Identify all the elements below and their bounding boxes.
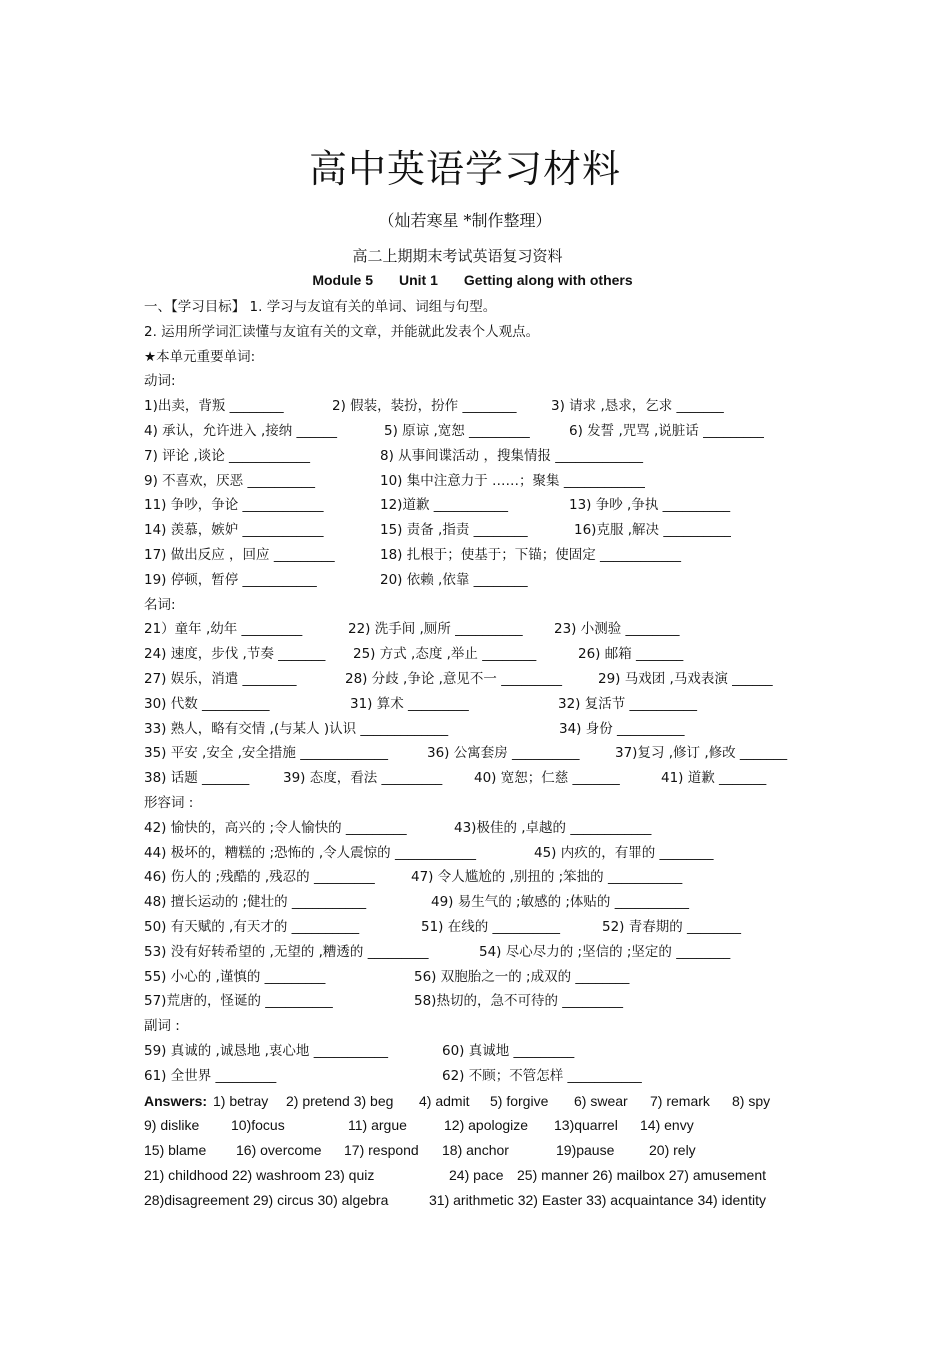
- line-item: 26) 邮箱 _______: [578, 646, 684, 663]
- answer-item: 13)quarrel: [554, 1117, 618, 1134]
- line-item: 62) 不顾；不管怎样 ___________: [442, 1067, 642, 1084]
- line-item: 名词:: [144, 596, 176, 613]
- line-item: 6) 发誓 ,咒骂 ,说脏话 _________: [569, 422, 764, 439]
- answer-item: 12) apologize: [444, 1117, 529, 1134]
- answer-item: 18) anchor: [442, 1142, 509, 1159]
- line-item: 2. 运用所学词汇读懂与友谊有关的文章，并能就此发表个人观点。: [144, 323, 540, 340]
- answer-item: 7) remark: [650, 1092, 710, 1109]
- answer-item: 4) admit: [419, 1092, 470, 1109]
- answer-item: 28)disagreement 29) circus 30) algebra: [144, 1191, 389, 1208]
- line-item: 57)荒唐的，怪诞的 __________: [144, 993, 333, 1010]
- line-item: 28) 分歧 ,争论 ,意见不一 _________: [345, 670, 562, 687]
- line-item: 2) 假装，装扮，扮作 ________: [332, 398, 517, 415]
- text-line: [144, 741, 824, 766]
- line-item: 4) 承认，允许进入 ,接纳 ______: [144, 422, 338, 439]
- line-item: 22) 洗手间 ,厕所 __________: [348, 621, 523, 638]
- text-line: [144, 965, 824, 990]
- line-item: 24) 速度，步伐 ,节奏 _______: [144, 646, 326, 663]
- answer-item: 2) pretend 3) beg: [286, 1092, 394, 1109]
- line-item: 39) 态度，看法 _________: [283, 770, 443, 787]
- line-item: 49) 易生气的 ;敏感的 ;体贴的 ___________: [431, 894, 689, 911]
- line-item: 动词:: [144, 373, 176, 390]
- line-item: 40) 宽恕；仁慈 _______: [474, 770, 620, 787]
- line-item: 47) 令人尴尬的 ,别扭的 ;笨拙的 ___________: [411, 869, 683, 886]
- answer-item: 1) betray: [213, 1092, 269, 1109]
- text-line: [144, 865, 824, 890]
- answer-item: 19)pause: [556, 1142, 615, 1159]
- line-item: ★本单元重要单词:: [144, 348, 256, 365]
- text-line: [144, 766, 824, 791]
- line-item: 9) 不喜欢，厌恶 __________: [144, 472, 315, 489]
- text-line: [144, 890, 824, 915]
- answers-line: [144, 1163, 824, 1188]
- line-item: 16)克服 ,解决 __________: [574, 522, 731, 539]
- line-item: 1)出卖，背叛 ________: [144, 398, 284, 415]
- text-line: [144, 320, 824, 345]
- answer-item: 17) respond: [344, 1142, 419, 1159]
- text-line: [144, 394, 824, 419]
- answer-item: 14) envy: [640, 1117, 694, 1134]
- text-line: [144, 816, 824, 841]
- answer-item: 8) spy: [732, 1092, 771, 1109]
- answers-line: [144, 1188, 824, 1213]
- answers-label: Answers:: [144, 1092, 208, 1109]
- line-item: 3) 请求 ,恳求，乞求 _______: [551, 398, 724, 415]
- text-line: [144, 444, 824, 469]
- unit-title: Getting along with others: [463, 272, 633, 288]
- text-line: [144, 717, 824, 742]
- line-item: 37)复习 ,修订 ,修改 _______: [615, 745, 788, 762]
- line-item: 12)道歉 ___________: [380, 497, 508, 514]
- answers-line: [144, 1113, 824, 1138]
- line-item: 52) 青春期的 ________: [602, 918, 742, 935]
- text-line: [144, 518, 824, 543]
- line-item: 59) 真诚的 ,诚恳地 ,衷心地 ___________: [144, 1042, 388, 1059]
- line-item: 19) 停顿，暂停 ___________: [144, 571, 317, 588]
- line-item: 14) 羡慕，嫉妒 ____________: [144, 522, 324, 539]
- answer-item: 25) manner 26) mailbox 27) amusement: [517, 1166, 767, 1183]
- answer-item: 11) argue: [348, 1117, 407, 1134]
- text-line: [144, 617, 824, 642]
- line-item: 60) 真诚地 _________: [442, 1042, 575, 1059]
- subtitle: （灿若寒星 *制作整理）: [378, 211, 552, 230]
- answer-item: 6) swear: [574, 1092, 628, 1109]
- line-item: 44) 极坏的，糟糕的 ;恐怖的 ,令人震惊的 ____________: [144, 844, 476, 861]
- answers-line: [144, 1089, 824, 1114]
- module-label: Module 5: [312, 272, 373, 288]
- answer-item: 10)focus: [231, 1117, 285, 1134]
- line-item: 20) 依赖 ,依靠 ________: [380, 571, 528, 588]
- exam-title: 高二上期期末考试英语复习资料: [352, 247, 563, 265]
- line-item: 27) 娱乐，消遣 ________: [144, 670, 297, 687]
- line-item: 33) 熟人，略有交情 ,(与某人 )认识 _____________: [144, 720, 449, 737]
- line-item: 51) 在线的 __________: [421, 918, 561, 935]
- text-line: [144, 369, 824, 394]
- text-line: [144, 989, 824, 1014]
- line-item: 41) 道歉 _______: [661, 770, 767, 787]
- answer-item: 24) pace: [449, 1166, 504, 1183]
- text-line: [144, 667, 824, 692]
- line-item: 5) 原谅 ,宽恕 _________: [384, 422, 530, 439]
- line-item: 13) 争吵 ,争执 __________: [569, 497, 731, 514]
- module-unit-heading: [0, 272, 945, 288]
- text-line: [144, 1039, 824, 1064]
- line-item: 45) 内疚的，有罪的 ________: [534, 844, 714, 861]
- line-item: 38) 话题 _______: [144, 770, 250, 787]
- line-item: 34) 身份 __________: [559, 720, 685, 737]
- main-title: 高中英语学习材料: [308, 147, 621, 191]
- answers-line: [144, 1138, 824, 1163]
- text-line: [144, 568, 824, 593]
- line-item: 25) 方式 ,态度 ,举止 ________: [353, 646, 537, 663]
- text-line: [144, 1014, 824, 1039]
- line-item: 55) 小心的 ,谨慎的 _________: [144, 968, 326, 985]
- line-item: 48) 擅长运动的 ;健壮的 ___________: [144, 894, 367, 911]
- text-line: [144, 692, 824, 717]
- line-item: 58)热切的，急不可待的 _________: [414, 993, 623, 1010]
- text-line: [144, 543, 824, 568]
- vocabulary-content: [144, 295, 824, 1212]
- line-item: 56) 双胞胎之一的 ;成双的 ________: [414, 968, 630, 985]
- line-item: 17) 做出反应 ，回应 _________: [144, 546, 335, 563]
- line-item: 61) 全世界 _________: [144, 1067, 277, 1084]
- line-item: 46) 伤人的 ;残酷的 ,残忍的 _________: [144, 869, 375, 886]
- line-item: 23) 小测验 ________: [554, 621, 680, 638]
- text-line: [144, 841, 824, 866]
- text-line: [144, 345, 824, 370]
- text-line: [144, 419, 824, 444]
- text-line: [144, 940, 824, 965]
- line-item: 43)极佳的 ,卓越的 ____________: [454, 819, 652, 836]
- line-item: 50) 有天赋的 ,有天才的 __________: [144, 918, 360, 935]
- line-item: 21）童年 ,幼年 _________: [144, 621, 303, 638]
- answer-item: 16) overcome: [236, 1142, 322, 1159]
- text-line: [144, 493, 824, 518]
- answer-item: 31) arithmetic 32) Easter 33) acquaintance 34) identity: [429, 1191, 766, 1208]
- line-item: 副词 :: [144, 1018, 180, 1035]
- line-item: 一、【学习目标】 1. 学习与友谊有关的单词、词组与句型。: [144, 299, 497, 315]
- line-item: 36) 公寓套房 __________: [427, 745, 580, 762]
- answer-item: 9) dislike: [144, 1117, 200, 1134]
- answer-item: 15) blame: [144, 1142, 207, 1159]
- line-item: 7) 评论 ,谈论 ____________: [144, 447, 311, 464]
- line-item: 35) 平安 ,安全 ,安全措施 _____________: [144, 745, 388, 762]
- line-item: 31) 算术 _________: [350, 695, 469, 712]
- line-item: 11) 争吵，争论 ____________: [144, 497, 324, 514]
- answer-item: 5) forgive: [490, 1092, 549, 1109]
- line-item: 18) 扎根于；使基于；下锚；使固定 ____________: [380, 546, 682, 563]
- text-line: [144, 642, 824, 667]
- line-item: 42) 愉快的，高兴的 ;令人愉快的 _________: [144, 819, 407, 836]
- line-item: 54) 尽心尽力的 ;坚信的 ;坚定的 ________: [479, 943, 731, 960]
- text-line: [144, 469, 824, 494]
- answer-item: 20) rely: [649, 1142, 696, 1159]
- text-line: [144, 593, 824, 618]
- answer-item: 21) childhood 22) washroom 23) quiz: [144, 1166, 375, 1183]
- text-line: [144, 791, 824, 816]
- unit-label: Unit 1: [399, 272, 438, 288]
- line-item: 29) 马戏团 ,马戏表演 ______: [598, 670, 773, 687]
- line-item: 53) 没有好转希望的 ,无望的 ,糟透的 _________: [144, 943, 429, 960]
- line-item: 10) 集中注意力于 ……；聚集 ____________: [380, 472, 645, 489]
- line-item: 32) 复活节 __________: [558, 695, 698, 712]
- line-item: 15) 责备 ,指责 ________: [380, 522, 528, 539]
- line-item: 30) 代数 __________: [144, 695, 270, 712]
- text-line: [144, 915, 824, 940]
- line-item: 8) 从事间谍活动 ，搜集情报 _____________: [380, 447, 643, 464]
- text-line: [144, 295, 824, 320]
- line-item: 形容词 :: [144, 794, 194, 811]
- text-line: [144, 1064, 824, 1089]
